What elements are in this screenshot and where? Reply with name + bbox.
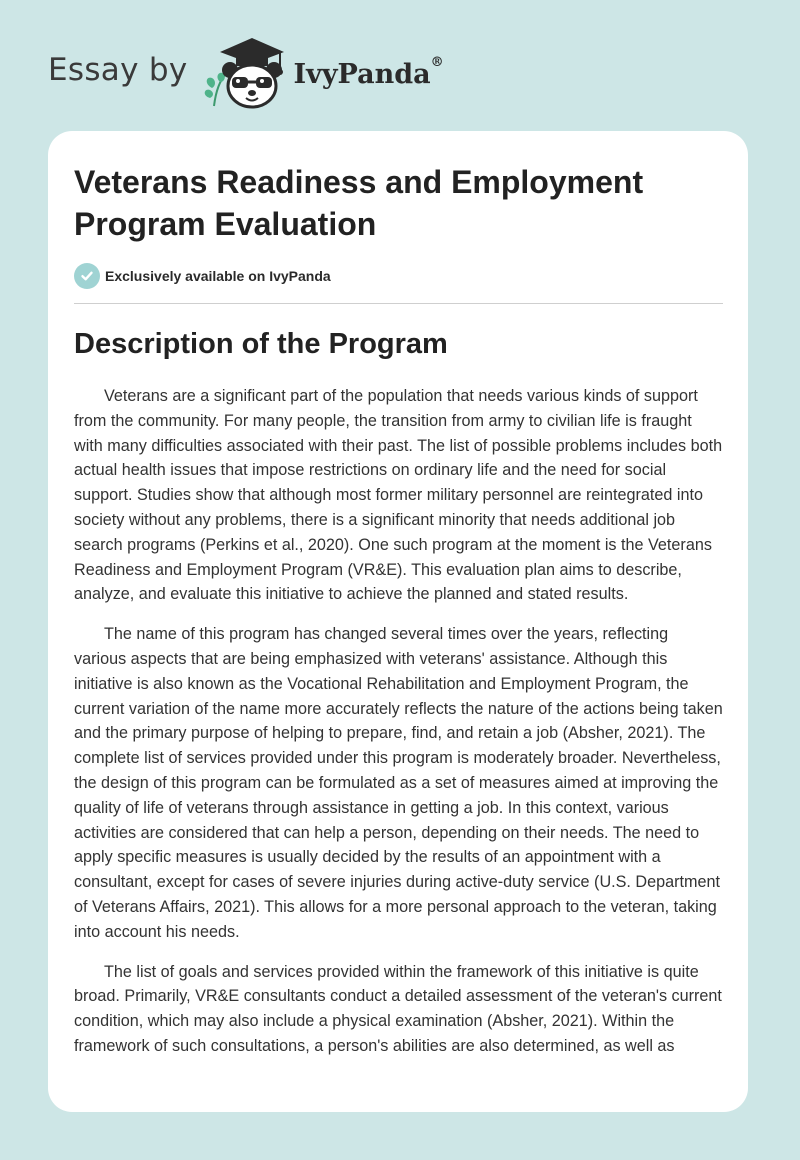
registered-mark: ® <box>430 54 444 70</box>
essay-by-label: Essay by <box>48 52 188 88</box>
essay-title: Veterans Readiness and Employment Program Evaluation <box>74 164 644 242</box>
site-header <box>48 28 444 112</box>
exclusive-label: Exclusively available on IvyPanda <box>105 268 331 284</box>
essay-card <box>48 131 748 1112</box>
paragraph: The list of goals and services provided within the framework of this initiative is quite broad. Primarily, VR&E consultants conduct a detailed assessment of the veteran's current condition, which may also include a physical examination (Absher, 2021). Within the framework of such consultations, a person's abilities are also determined, as well as <box>74 962 722 1055</box>
section-heading: Description of the Program <box>74 328 448 360</box>
paragraph: The name of this program has changed several times over the years, reflecting various aspects that are being emphasized with veterans' assistance. Although this initiative is also known as the Vocational Rehabilitation and Employment Program, the current variation of the name more accurately reflects the nature of the actions being taken and the primary purpose of helping to prepare, find, and retain a job (Absher, 2021). The complete list of services provided under this program is moderately broader. Nevertheless, the design of this program can be formulated as a set of measures aimed at improving the quality of life of veterans through assistance in getting a job. In this context, various activities are considered that can help a person, depending on their needs. The need to apply specific measures is usually decided by the results of an appointment with a consultant, except for cases of severe injuries during active-duty service (U.S. Department of Veterans Affairs, 2021). This allows for a more personal approach to the veteran, taking into account his needs. <box>74 625 723 941</box>
divider <box>74 303 723 304</box>
brand-name: IvyPanda® <box>293 54 444 90</box>
check-circle-icon <box>74 263 100 289</box>
panda-graduate-icon <box>200 30 292 110</box>
exclusive-badge <box>74 263 331 289</box>
paragraph: Veterans are a significant part of the population that needs various kinds of support from the community. For many people, the transition from army to civilian life is fraught with many difficulties associated with their past. The list of possible problems includes both actual health issues that impose restrictions on ordinary life and the need for social support. Studies show that although most former military personnel are reintegrated into society without any problems, there is a significant minority that needs additional job search programs (Perkins et al., 2020). One such program at the moment is the Veterans Readiness and Employment Program (VR&E). This evaluation plan aims to describe, analyze, and evaluate this initiative to achieve the planned and stated results. <box>74 387 723 604</box>
essay-body <box>74 384 724 1074</box>
